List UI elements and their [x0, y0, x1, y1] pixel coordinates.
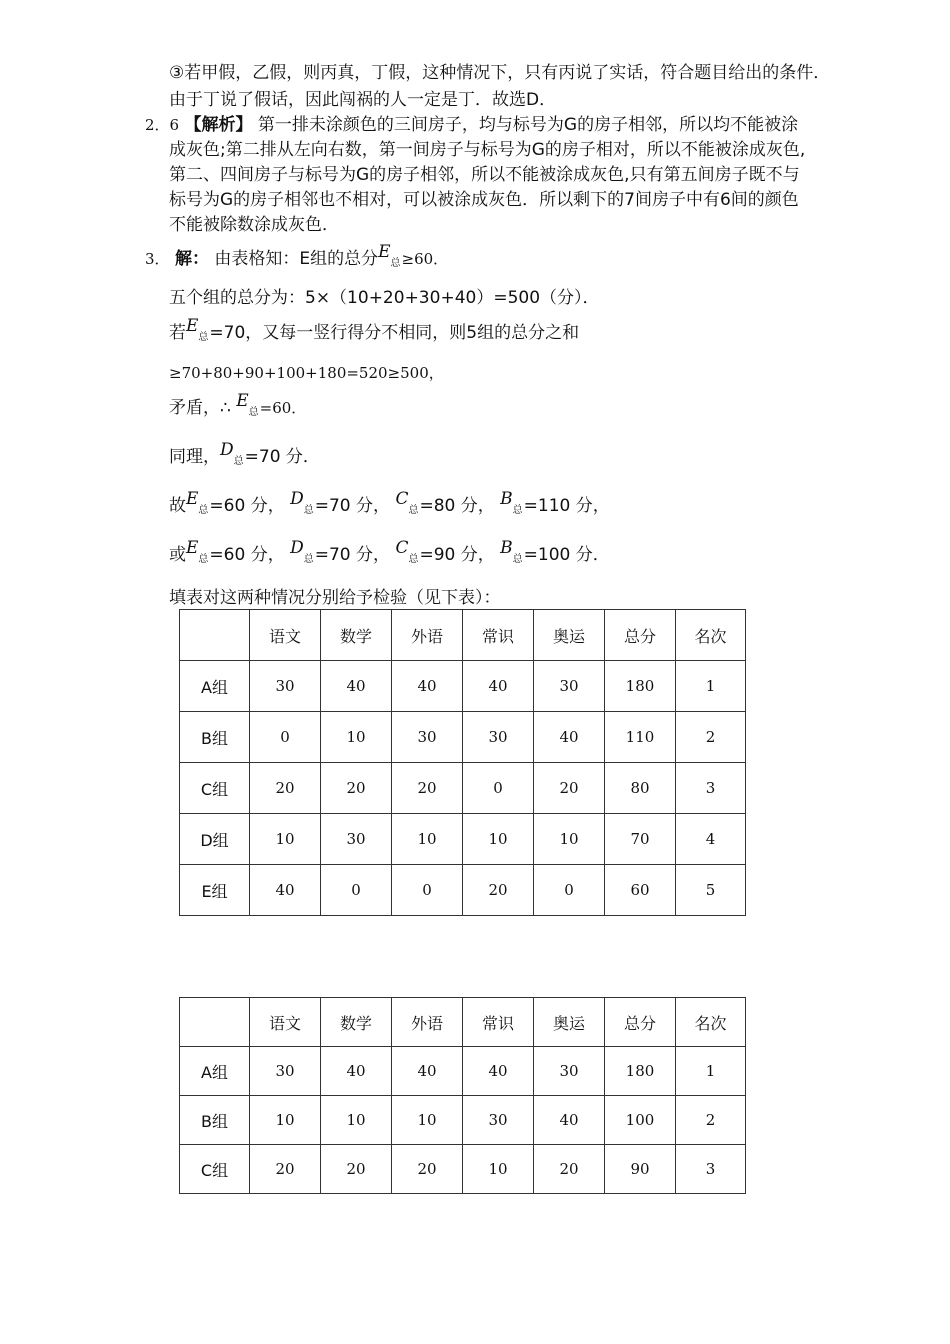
table-cell: 40 [534, 1096, 605, 1145]
header-cell: 常识 [463, 610, 534, 661]
table-row [180, 1047, 746, 1096]
p2-line5: 不能被除数涂成灰色． [169, 215, 339, 235]
row-label: B组 [180, 712, 250, 763]
table-cell: 30 [392, 712, 463, 763]
table-cell: 3 [676, 763, 746, 814]
p2-line3: 第二、四间房子与标号为G的房子相邻，所以不能被涂成灰色,只有第五间房子既不与 [169, 165, 800, 185]
table-cell: 40 [392, 1047, 463, 1096]
p2-number: 2．6 [145, 116, 180, 134]
p3-l5-pre: 矛盾，∴ [169, 398, 231, 418]
p3-line9: 填表对这两种情况分别给予检验（见下表）： [169, 588, 501, 608]
p3-line1 [145, 242, 449, 274]
table-cell: 180 [605, 1047, 676, 1096]
p3-line2: 五个组的总分为：5×（10+20+30+40）=500（分）． [169, 288, 600, 308]
p3-l6-pre: 同理， [169, 447, 220, 467]
table-row [180, 814, 746, 865]
table-cell: 0 [534, 865, 605, 916]
table-cell: 1 [676, 1047, 746, 1096]
table-cell: 40 [321, 1047, 392, 1096]
row-label: A组 [180, 1047, 250, 1096]
sub-total: 总 [390, 258, 401, 269]
table-row [180, 865, 746, 916]
p3-l5-post: =60． [259, 399, 307, 417]
table-cell: 10 [463, 814, 534, 865]
p3-l7-pre: 故 [169, 496, 186, 516]
header-cell: 名次 [676, 610, 746, 661]
table-cell: 0 [463, 763, 534, 814]
var-b: B [500, 489, 513, 509]
var-e: E [186, 316, 199, 336]
p2-line2: 成灰色;第二排从左向右数，第一间房子与标号为G的房子相对，所以不能被涂成灰色, [169, 140, 806, 160]
header-cell: 奥运 [534, 998, 605, 1047]
table-row [180, 1096, 746, 1145]
table-cell: 60 [605, 865, 676, 916]
table-cell: 30 [321, 814, 392, 865]
header-cell: 外语 [392, 610, 463, 661]
table-cell: 80 [605, 763, 676, 814]
var-d: D [290, 538, 304, 558]
p3-l8-d: =70 分， [314, 545, 391, 565]
p3-l8-c: =90 分， [419, 545, 495, 565]
table-cell: 110 [605, 712, 676, 763]
table-cell: 40 [321, 661, 392, 712]
header-cell: 常识 [463, 998, 534, 1047]
var-d: D [290, 489, 304, 509]
table-header-row [180, 998, 746, 1047]
row-label: B组 [180, 1096, 250, 1145]
table-cell: 5 [676, 865, 746, 916]
table-cell: 2 [676, 1096, 746, 1145]
sub-total: 总 [512, 554, 523, 565]
p3-line6 [169, 440, 320, 472]
header-cell: 数学 [321, 610, 392, 661]
table-cell: 20 [392, 1145, 463, 1194]
row-label: C组 [180, 1145, 250, 1194]
p3-line8 [169, 538, 610, 570]
p3-intro-tail: ≥60． [401, 250, 449, 268]
table-cell: 30 [534, 661, 605, 712]
table-cell: 10 [463, 1145, 534, 1194]
header-cell: 外语 [392, 998, 463, 1047]
p3-l7-d: =70 分， [314, 496, 391, 516]
sub-total: 总 [248, 407, 259, 418]
table-cell: 20 [534, 1145, 605, 1194]
table-cell: 40 [250, 865, 321, 916]
p2-line4: 标号为G的房子相邻也不相对，可以被涂成灰色．所以剩下的7间房子中有6间的颜色 [169, 190, 799, 210]
sub-total: 总 [303, 554, 314, 565]
table-cell: 10 [534, 814, 605, 865]
table-header-row [180, 610, 746, 661]
table-cell: 30 [250, 1047, 321, 1096]
table-cell: 10 [392, 1096, 463, 1145]
sub-total: 总 [198, 332, 209, 343]
var-d: D [220, 440, 234, 460]
table-cell: 10 [250, 814, 321, 865]
table-cell: 40 [392, 661, 463, 712]
p2-text-1: 第一排未涂颜色的三间房子，均与标号为G的房子相邻，所以均不能被涂 [257, 115, 799, 135]
p3-l8-e: =60 分， [209, 545, 285, 565]
table-cell: 20 [321, 1145, 392, 1194]
header-cell: 语文 [250, 610, 321, 661]
p3-l7-e: =60 分， [209, 496, 285, 516]
p3-line7 [169, 489, 610, 521]
table-row [180, 1145, 746, 1194]
table-cell: 20 [392, 763, 463, 814]
p3-l6-post: =70 分． [244, 447, 320, 467]
var-e: E [236, 391, 249, 411]
p3-l3-pre: 若 [169, 323, 186, 343]
header-cell: 总分 [605, 610, 676, 661]
table-cell: 100 [605, 1096, 676, 1145]
table-cell: 10 [250, 1096, 321, 1145]
var-c: C [395, 538, 409, 558]
table-cell: 3 [676, 1145, 746, 1194]
sub-total: 总 [198, 505, 209, 516]
table-cell: 40 [534, 712, 605, 763]
sub-total: 总 [512, 505, 523, 516]
var-e: E [378, 242, 391, 262]
table-cell: 10 [321, 712, 392, 763]
p3-intro: 由表格知：E组的总分 [214, 249, 379, 269]
header-cell: 总分 [605, 998, 676, 1047]
p3-l7-b: =110 分， [523, 496, 610, 516]
table-row [180, 712, 746, 763]
table-cell: 0 [321, 865, 392, 916]
table-cell: 20 [250, 763, 321, 814]
score-table-1 [179, 609, 746, 916]
p1-line2: 由于丁说了假话，因此闯祸的人一定是丁．故选D． [169, 90, 557, 110]
p3-l8-b: =100 分． [523, 545, 610, 565]
table-cell: 180 [605, 661, 676, 712]
table-row [180, 763, 746, 814]
table-cell: 30 [463, 1096, 534, 1145]
table-cell: 40 [463, 1047, 534, 1096]
row-label: D组 [180, 814, 250, 865]
p3-l7-c: =80 分， [419, 496, 495, 516]
header-cell: 名次 [676, 998, 746, 1047]
table-cell: 20 [463, 865, 534, 916]
p3-line4: ≥70+80+90+100+180=520≥500， [169, 364, 444, 382]
row-label: C组 [180, 763, 250, 814]
sub-total: 总 [233, 456, 244, 467]
table-cell: 70 [605, 814, 676, 865]
sub-total: 总 [408, 554, 419, 565]
score-table-2 [179, 997, 746, 1194]
table-cell: 10 [321, 1096, 392, 1145]
header-cell: 数学 [321, 998, 392, 1047]
table-cell: 20 [321, 763, 392, 814]
p3-l3-post: =70，又每一竖行得分不相同，则5组的总分之和 [209, 323, 580, 343]
table-cell: 1 [676, 661, 746, 712]
header-cell [180, 610, 250, 661]
p2-line1 [145, 113, 798, 137]
row-label: A组 [180, 661, 250, 712]
table-cell: 30 [463, 712, 534, 763]
p3-number: 3． [145, 250, 170, 268]
row-label: E组 [180, 865, 250, 916]
sub-total: 总 [198, 554, 209, 565]
p3-tag: 解： [174, 249, 209, 269]
table-cell: 20 [534, 763, 605, 814]
table-cell: 4 [676, 814, 746, 865]
p1-line1: ③若甲假，乙假，则丙真，丁假，这种情况下，只有丙说了实话，符合题目给出的条件． [169, 63, 831, 83]
table-cell: 30 [250, 661, 321, 712]
table-cell: 0 [250, 712, 321, 763]
p3-line5 [169, 391, 307, 423]
header-cell: 语文 [250, 998, 321, 1047]
table-cell: 90 [605, 1145, 676, 1194]
var-c: C [395, 489, 409, 509]
var-e: E [186, 538, 199, 558]
header-cell: 奥运 [534, 610, 605, 661]
var-b: B [500, 538, 513, 558]
p3-line3 [169, 316, 580, 348]
table-cell: 20 [250, 1145, 321, 1194]
p3-l8-pre: 或 [169, 545, 186, 565]
var-e: E [186, 489, 199, 509]
table-cell: 40 [463, 661, 534, 712]
table-cell: 2 [676, 712, 746, 763]
sub-total: 总 [303, 505, 314, 516]
table-row [180, 661, 746, 712]
table-cell: 10 [392, 814, 463, 865]
table-cell: 0 [392, 865, 463, 916]
table-cell: 30 [534, 1047, 605, 1096]
p2-tag: 【解析】 [184, 115, 253, 135]
sub-total: 总 [408, 505, 419, 516]
header-cell [180, 998, 250, 1047]
